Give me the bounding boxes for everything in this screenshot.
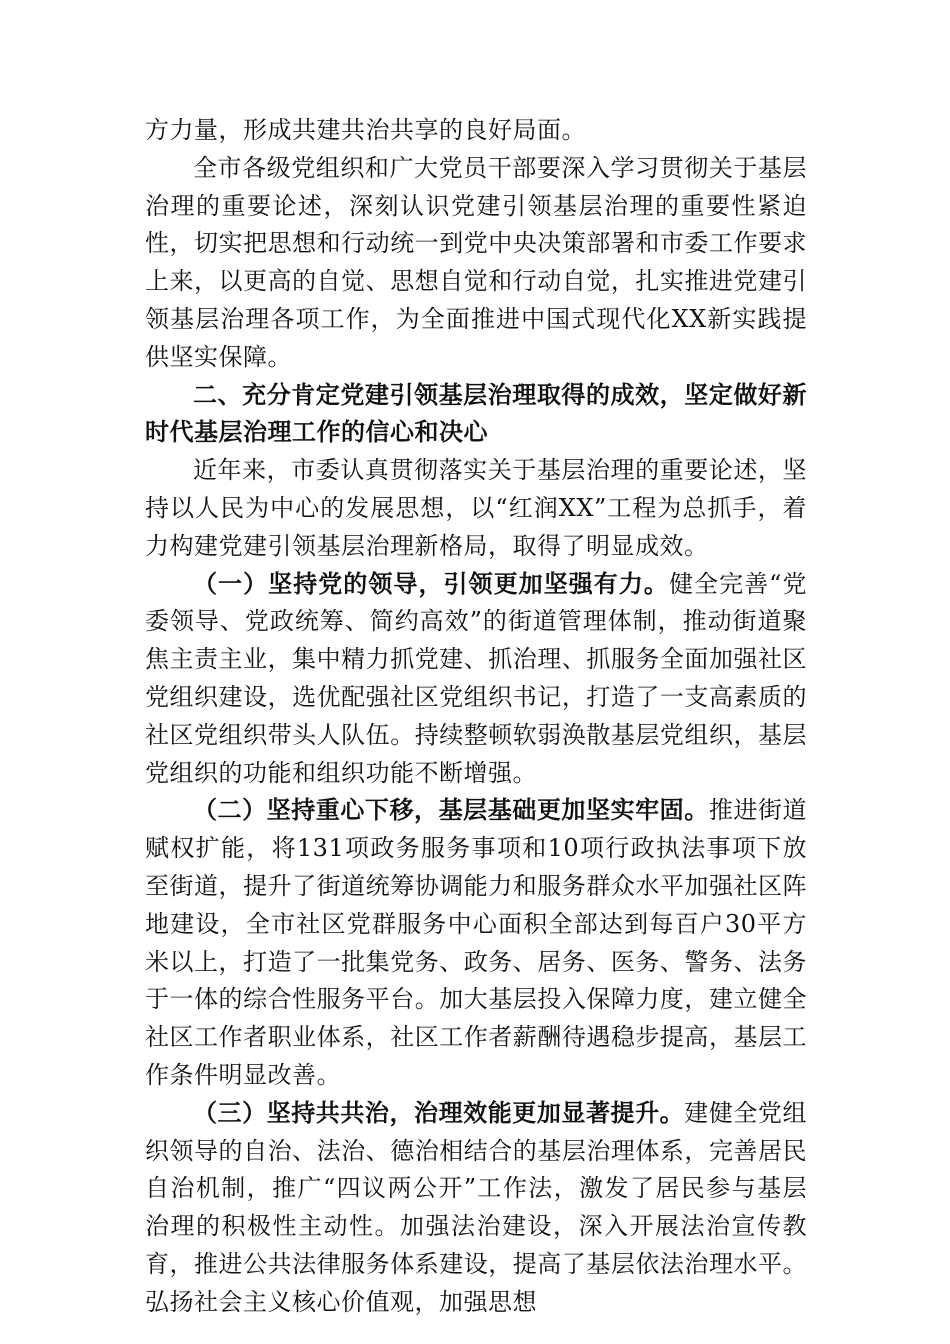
- paragraph-focus-shift: [145, 792, 807, 1094]
- paragraph-body-3: 建健全党组织领导的自治、法治、德治相结合的基层治理体系，完善居民自治机制，推广“四议两公开”工作法，激发了居民参与基层治理的积极性主动性。加强法治建设，深入开展法治宣传教育，推进公共法律服务体系建设，提高了基层依法治理水平。弘扬社会主义核心价值观，加强思想: [145, 1098, 807, 1316]
- paragraph-body-2: 推进街道赋权扩能，将131项政务服务事项和10项行政执法事项下放至街道，提升了街道统筹协调能力和服务群众水平加强社区阵地建设，全市社区党群服务中心面积全部达到每百户30平方米以上，打造了一批集党务、政务、居务、医务、警务、法务于一体的综合性服务平台。加大基层投入保障力度，建立健全社区工作者职业体系，社区工作者薪酬待遇稳步提高，基层工作条件明显改善。: [145, 796, 807, 1089]
- paragraph-co-governance: [145, 1095, 807, 1322]
- paragraph-recent-years: 近年来，市委认真贯彻落实关于基层治理的重要论述，坚持以人民为中心的发展思想，以“红润XX”工程为总抓手，着力构建党建引领基层治理新格局，取得了明显成效。: [145, 456, 807, 560]
- document-page: [145, 112, 807, 1322]
- paragraph-study-requirements: 全市各级党组织和广大党员干部要深入学习贯彻关于基层治理的重要论述，深刻认识党建引领基层治理的重要性紧迫性，切实把思想和行动统一到党中央决策部署和市委工作要求上来，以更高的自觉、思想自觉和行动自觉，扎实推进党建引领基层治理各项工作，为全面推进中国式现代化XX新实践提供坚实保障。: [145, 153, 807, 371]
- paragraph-body-1: 健全完善“党委领导、党政统筹、简约高效”的街道管理体制，推动街道聚焦主责主业，集中精力抓党建、抓治理、抓服务全面加强社区党组织建设，选优配强社区党组织书记，打造了一支高素质的社区党组织带头人队伍。持续整顿软弱涣散基层党组织，基层党组织的功能和组织功能不断增强。: [145, 569, 807, 787]
- paragraph-party-leadership: [145, 566, 807, 793]
- subheading-1: （一）坚持党的领导，引领更加坚强有力。: [193, 569, 669, 598]
- subheading-2: （二）坚持重心下移，基层基础更加坚实牢固。: [193, 796, 709, 825]
- subheading-3: （三）坚持共共治，治理效能更加显著提升。: [193, 1098, 685, 1127]
- paragraph-continuation: 方力量，形成共建共治共享的良好局面。: [145, 116, 586, 144]
- section-heading-2: 二、充分肯定党建引领基层治理取得的成效，坚定做好新时代基层治理工作的信心和决心: [145, 380, 807, 447]
